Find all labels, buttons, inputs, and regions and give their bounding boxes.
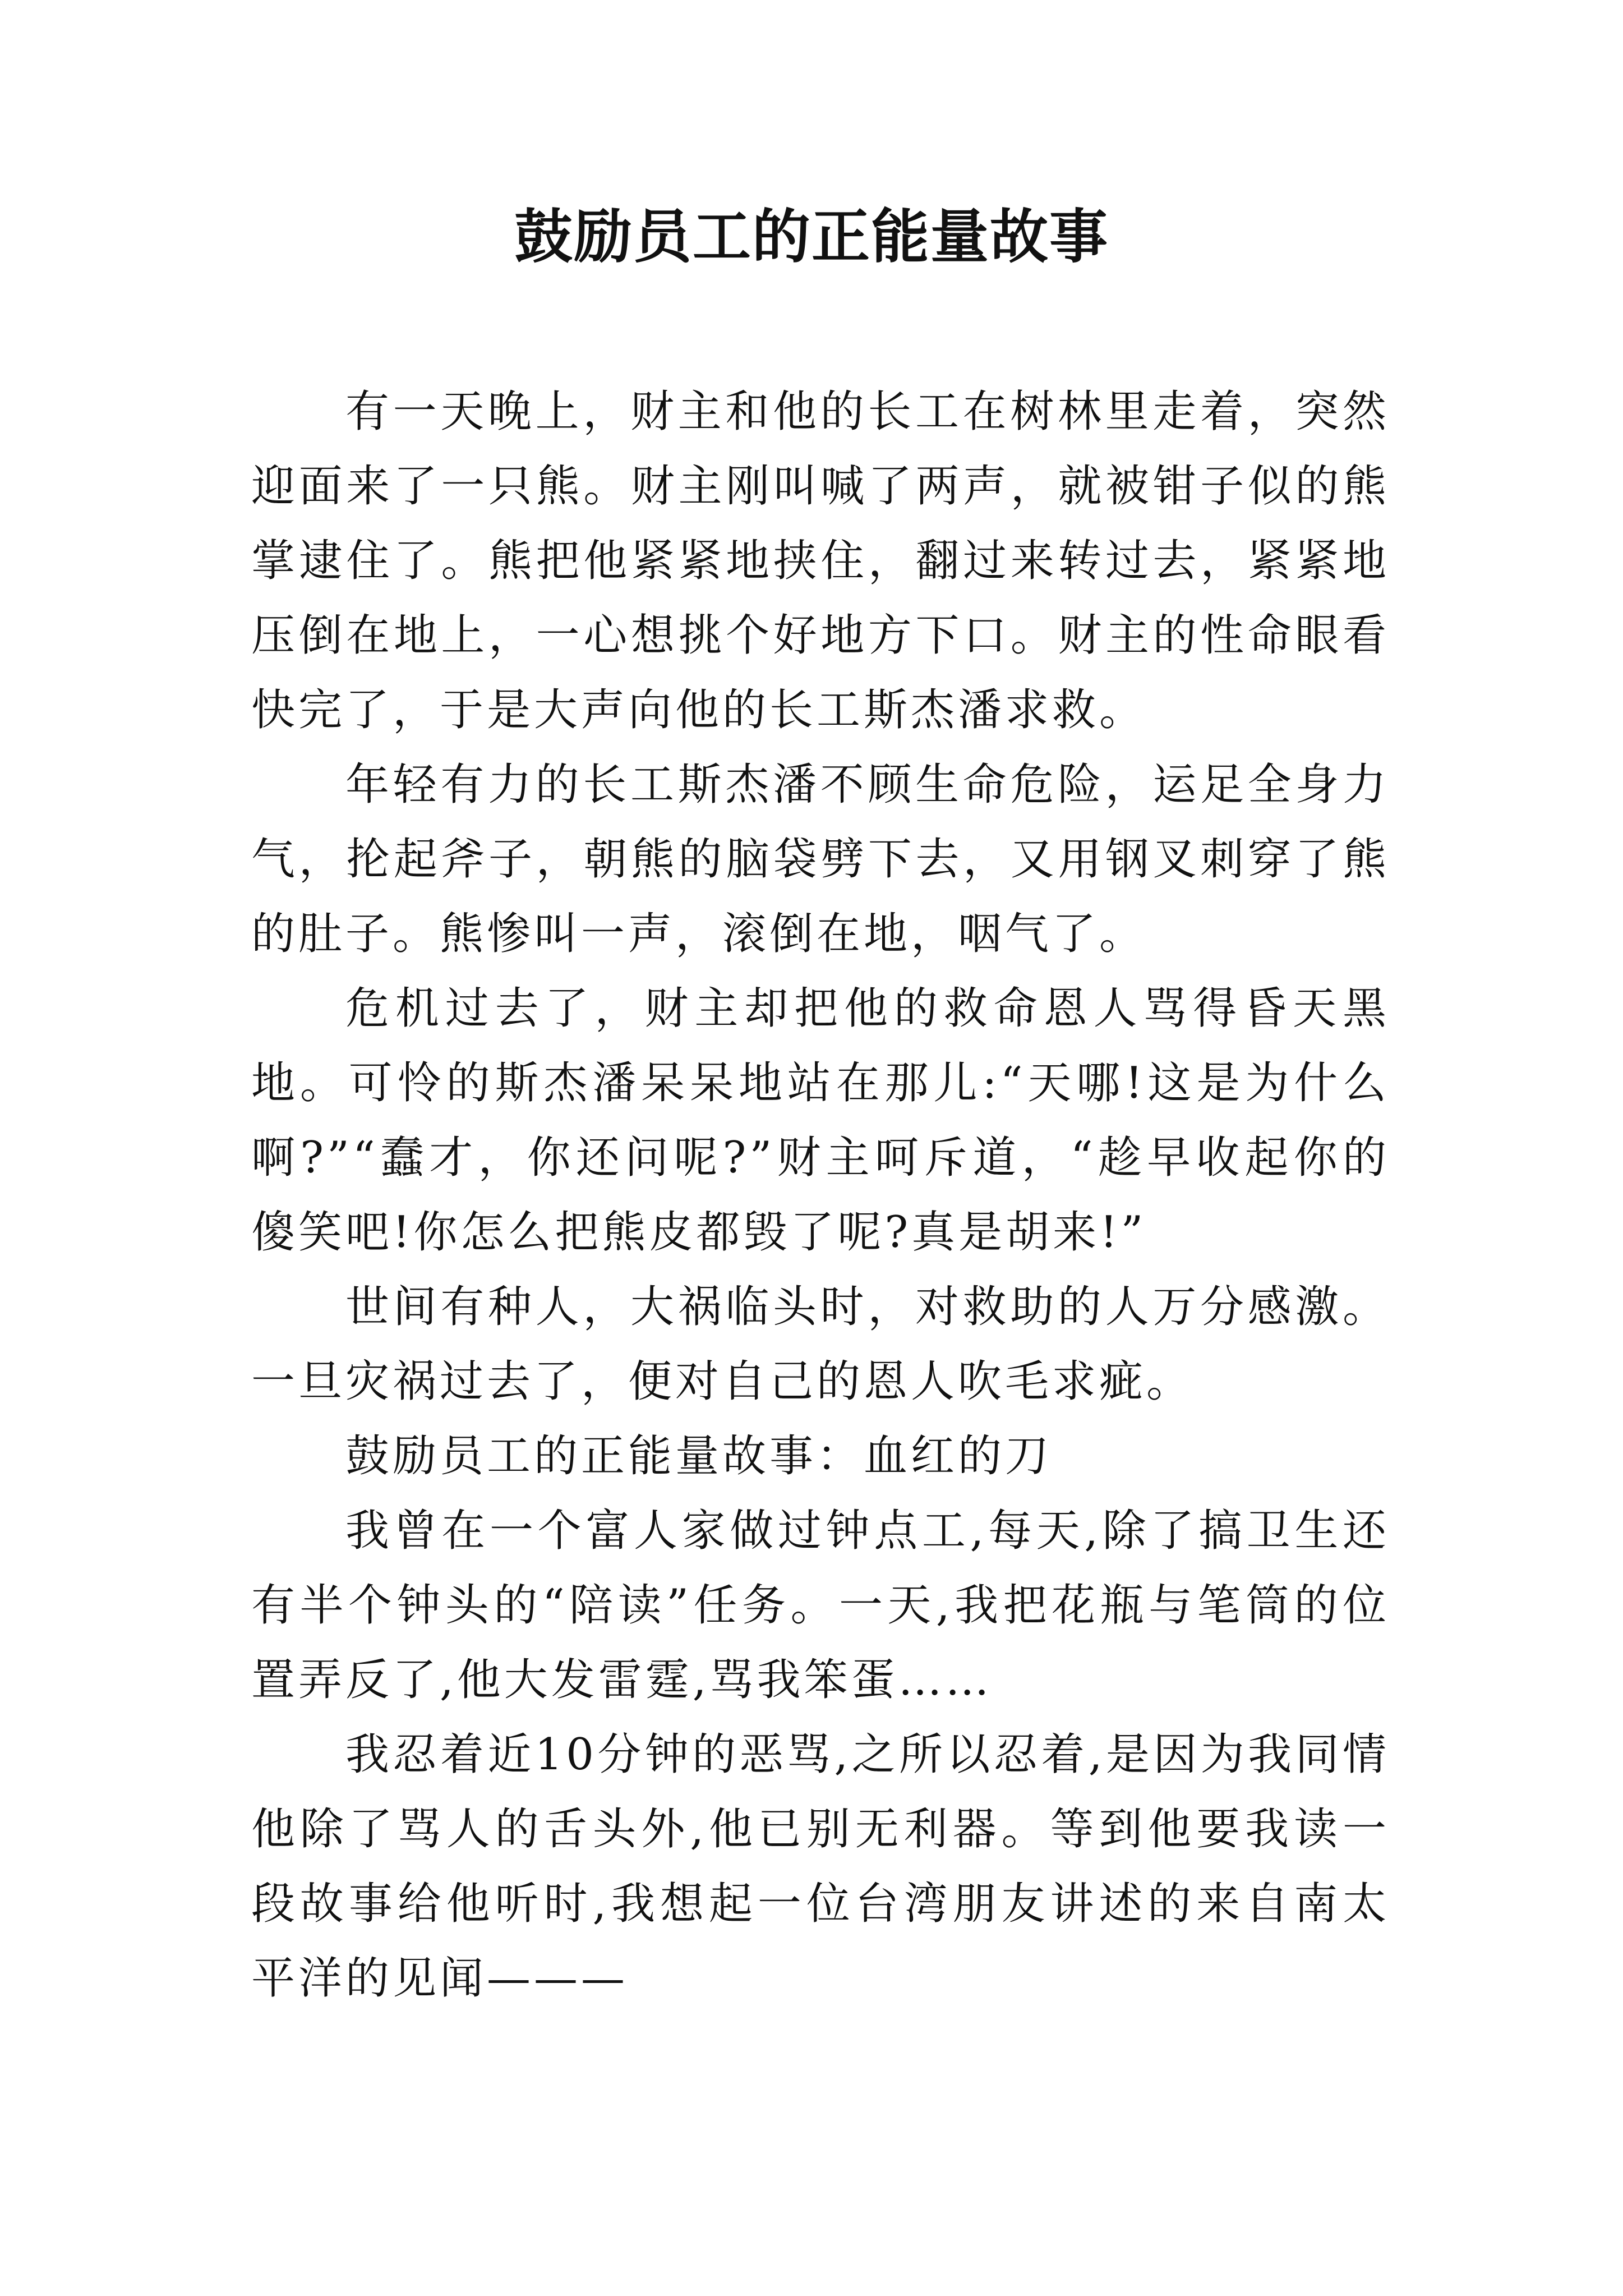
paragraph: 危机过去了，财主却把他的救命恩人骂得昏天黑地。可怜的斯杰潘呆呆地站在那儿:“天哪!这是为什么啊?”“蠢才，你还问呢?”财主呵斥道，“趁早收起你的傻笑吧!你怎么把熊皮都毁了呢?真是胡来!”	[251, 983, 1390, 1258]
paragraph: 我曾在一个富人家做过钟点工,每天,除了搞卫生还有半个钟头的“陪读”任务。一天,我把花瓶与笔筒的位置弄反了,他大发雷霆,骂我笨蛋……	[251, 1506, 1390, 1705]
section-heading: 鼓励员工的正能量故事：血红的刀	[345, 1431, 1053, 1481]
paragraph: 有一天晚上，财主和他的长工在树林里走着，突然迎面来了一只熊。财主刚叫喊了两声，就被钳子似的熊掌逮住了。熊把他紧紧地挟住，翻过来转过去，紧紧地压倒在地上，一心想挑个好地方下口。财主的性命眼看快完了，于是大声向他的长工斯杰潘求救。	[251, 386, 1390, 735]
paragraph: 年轻有力的长工斯杰潘不顾生命危险，运足全身力气，抡起斧子，朝熊的脑袋劈下去，又用钢叉刺穿了熊的肚子。熊惨叫一声，滚倒在地，咽气了。	[251, 760, 1390, 959]
paragraph: 世间有种人，大祸临头时，对救助的人万分感激。一旦灾祸过去了，便对自己的恩人吹毛求疵。	[251, 1282, 1390, 1407]
paragraph: 我忍着近10分钟的恶骂,之所以忍着,是因为我同情他除了骂人的舌头外,他已别无利器。等到他要我读一段故事给他听时,我想起一位台湾朋友讲述的来自南太平洋的见闻———	[251, 1729, 1390, 2004]
document-title: 鼓励员工的正能量故事	[514, 202, 1109, 271]
document-body	[251, 375, 1390, 2016]
